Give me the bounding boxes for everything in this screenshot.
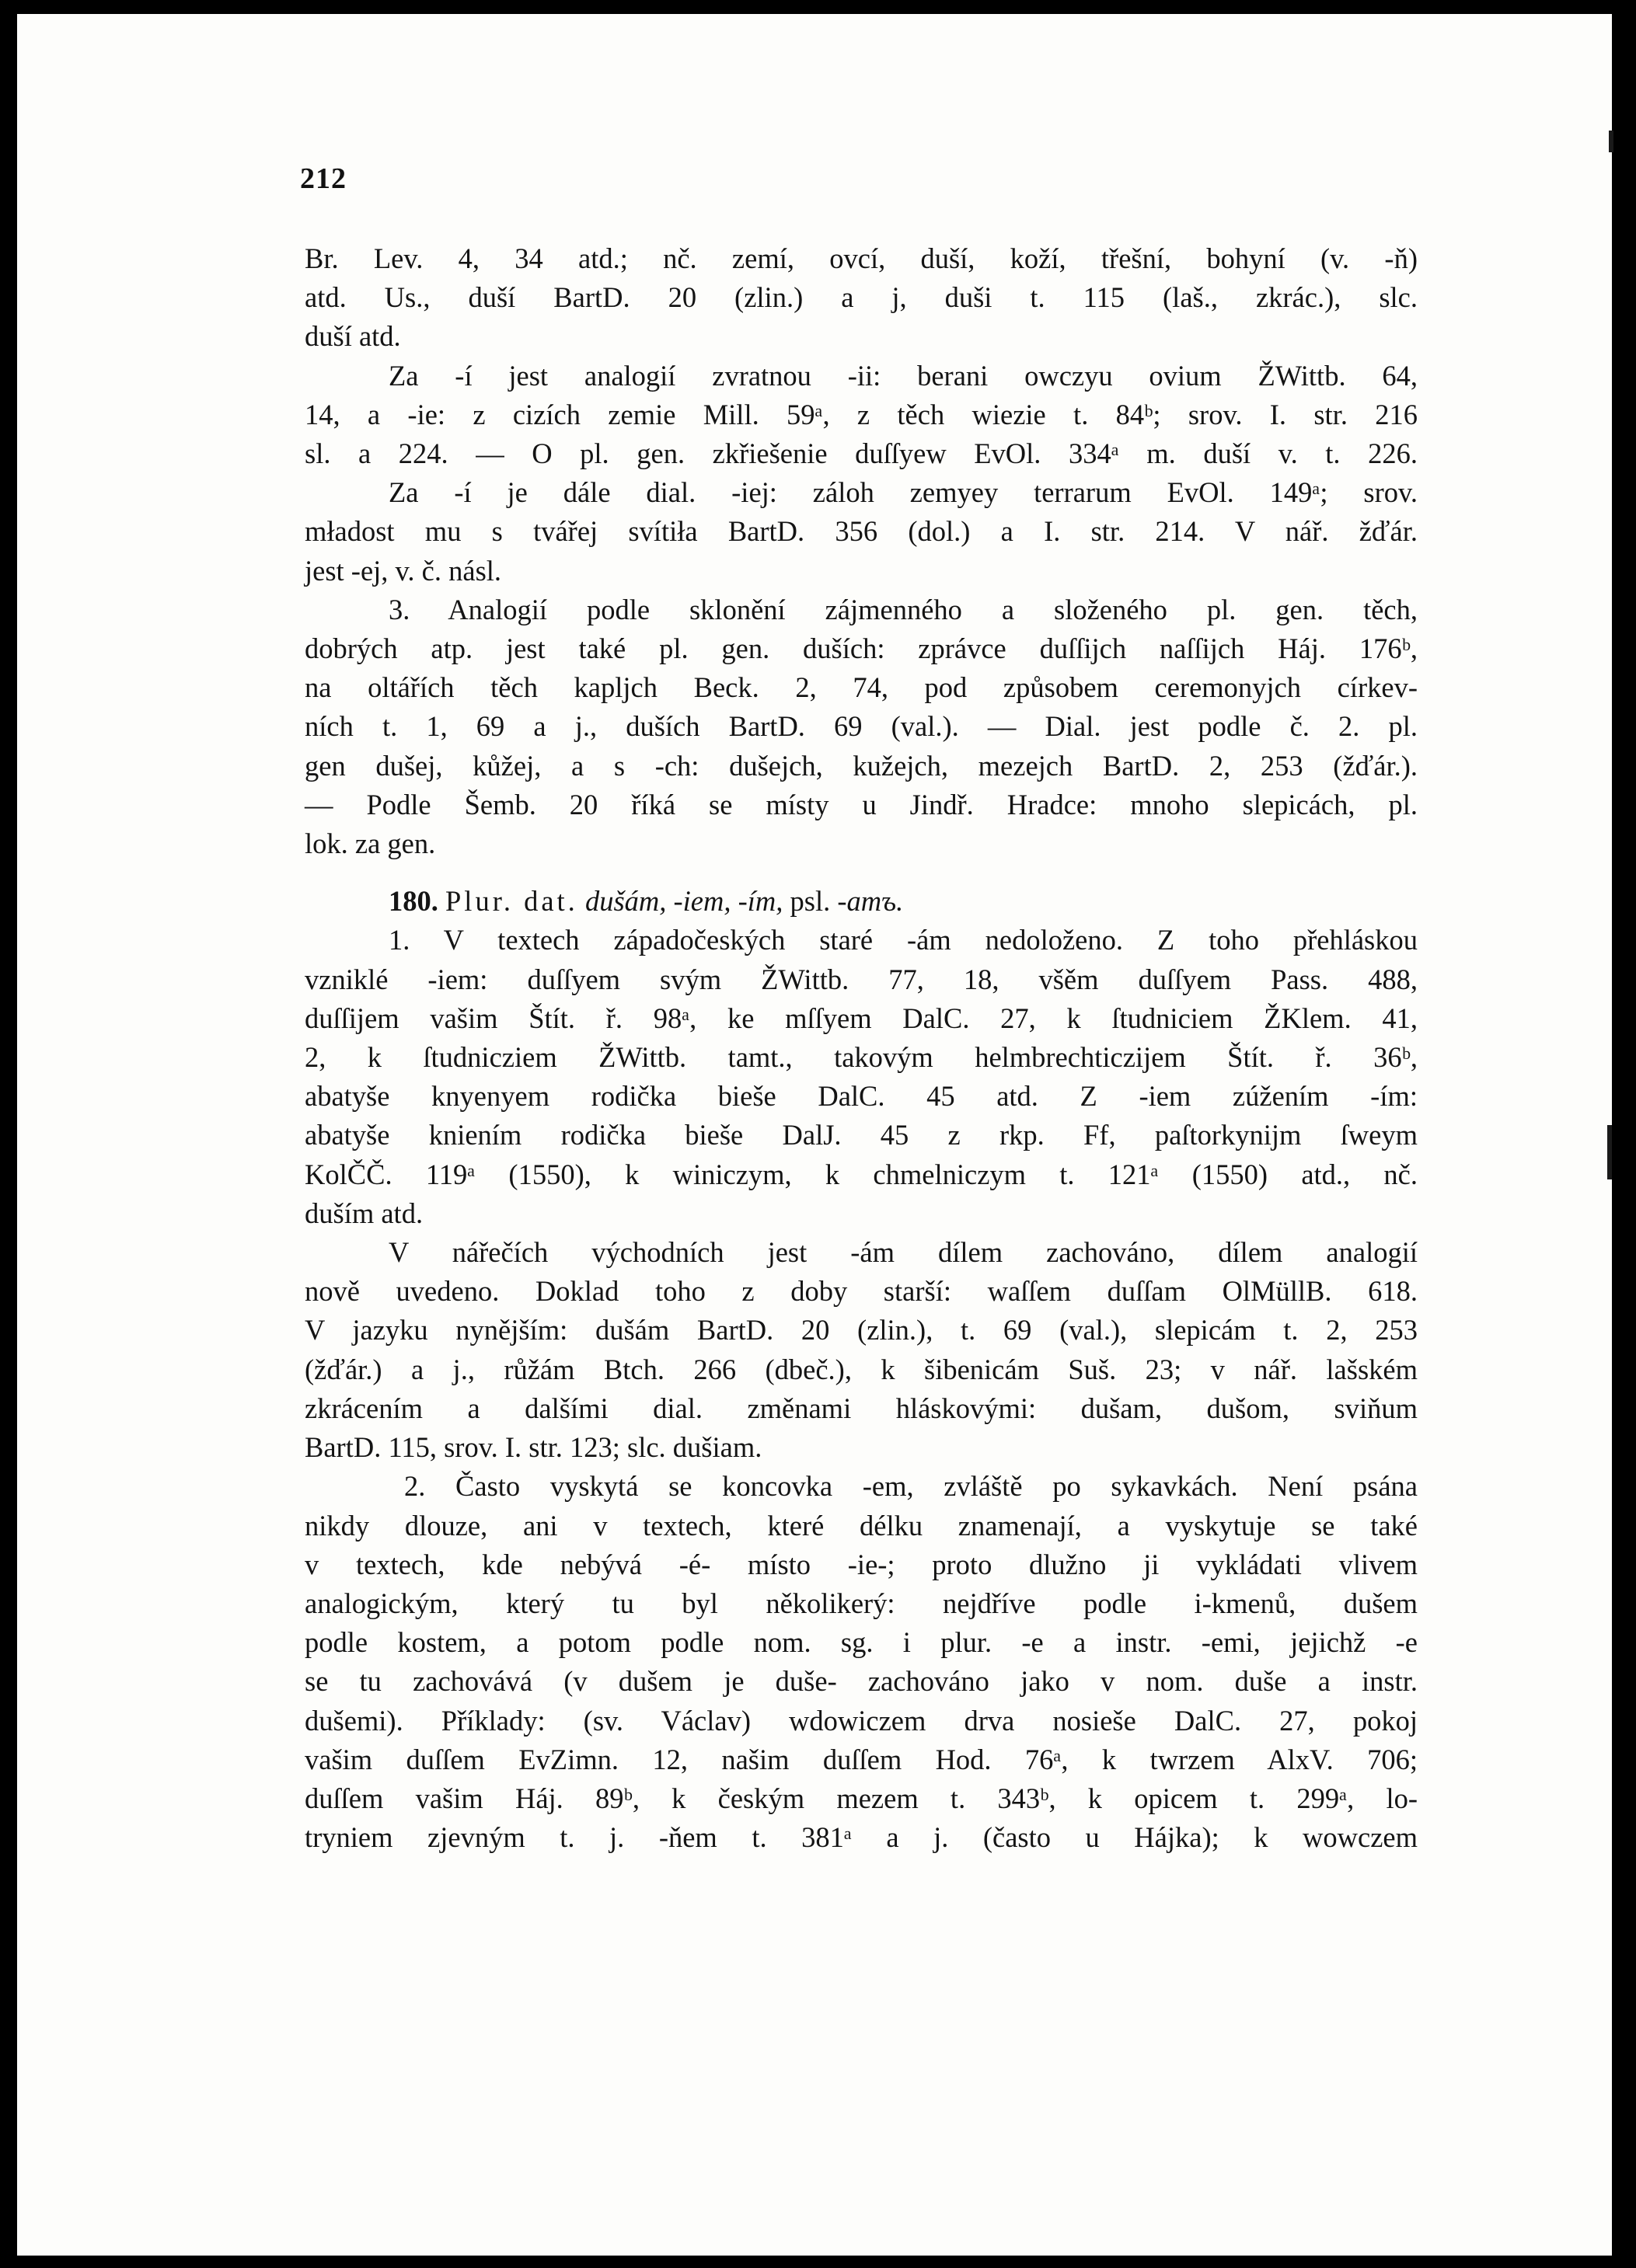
text-line: Za -í je dále dial. -iej: záloh zemyey terrarum EvOl. 149ᵃ; srov. (389, 476, 1418, 509)
text-line: tryniem zjevným t. j. -ňem t. 381ᵃ a j. (často u Hájka); k wowczem (305, 1821, 1418, 1854)
text-line: vašim duſſem EvZimn. 12, našim duſſem Hod. 76ᵃ, k twrzem AlxV. 706; (305, 1743, 1418, 1775)
text-line: duší atd. (305, 320, 401, 353)
section-title: Plur. dat. (445, 885, 578, 918)
text-line: v textech, kde nebývá -é- místo -ie-; proto dlužno ji vykládati vlivem (305, 1548, 1418, 1580)
section-spacer (305, 863, 1418, 882)
text-line: se tu zachovává (v dušem je duše- zachováno jako v nom. duše a instr. (305, 1665, 1418, 1698)
text-line: Br. Lev. 4, 34 atd.; nč. zemí, ovcí, duší, koží, třešní, bohyní (v. -ň) (305, 242, 1418, 274)
text-line: — Podle Šemb. 20 říká se místy u Jindř. Hradce: mnoho slepicách, pl. (305, 788, 1418, 820)
text-line: (žďár.) a j., růžám Btch. 266 (dbeč.), k šibenicám Suš. 23; v nář. lašském (305, 1353, 1418, 1385)
text-line: sl. a 224. — O pl. gen. zkřiešenie duſſyew EvOl. 334ᵃ m. duší v. t. 226. (305, 437, 1418, 470)
section-number: 180. (389, 885, 438, 918)
text-line: analogickým, který tu byl několikerý: nejdříve podle i-kmenů, dušem (305, 1587, 1418, 1619)
text-line: jest -ej, v. č. násl. (305, 554, 502, 587)
section-heading (305, 882, 1418, 921)
body-text (305, 239, 1418, 1857)
section-psl-label: psl. (790, 885, 831, 918)
text-line: na oltářích těch kapljch Beck. 2, 74, pod způsobem ceremonyjch církev- (305, 671, 1418, 704)
text-line: podle kostem, a potom podle nom. sg. i plur. -e a instr. -emi, jejichž -e (305, 1626, 1418, 1659)
text-line: BartD. 115, srov. I. str. 123; slc. dušiam. (305, 1431, 762, 1464)
text-line: duſſijem vašim Štít. ř. 98ᵃ, ke mſſyem DalC. 27, k ſtudniciem ŽKlem. 41, (305, 1002, 1418, 1034)
text-line: atd. Us., duší BartD. 20 (zlin.) a j, duši t. 115 (laš., zkrác.), slc. (305, 281, 1418, 314)
text-line: gen dušej, kůžej, a s -ch: dušejch, kužejch, mezejch BartD. 2, 253 (žďár.). (305, 749, 1418, 782)
text-line: duſſem vašim Háj. 89ᵇ, k českým mezem t. 343ᵇ, k opicem t. 299ᵃ, lo- (305, 1782, 1418, 1814)
text-line: V jazyku nynějším: dušám BartD. 20 (zlin.), t. 69 (val.), slepicám t. 2, 253 (305, 1314, 1418, 1347)
text-line: vzniklé -iem: duſſyem svým ŽWittb. 77, 18, všěm duſſyem Pass. 488, (305, 963, 1418, 995)
text-line: 2, k ſtudnicziem ŽWittb. tamt., takovým helmbrechticzijem Štít. ř. 36ᵇ, (305, 1041, 1418, 1074)
edge-mark (1607, 1125, 1612, 1179)
text-line: ních t. 1, 69 a j., duších BartD. 69 (val.). — Dial. jest podle č. 2. pl. (305, 710, 1418, 743)
text-line: abatyše kniením rodička bieše DalJ. 45 z rkp. Ff, paſtorkynijm ſweym (305, 1119, 1418, 1151)
text-line: 1. V textech západočeských staré -ám nedoloženo. Z toho přehláskou (389, 924, 1418, 956)
text-line: 3. Analogií podle sklonění zájmenného a složeného pl. gen. těch, (389, 593, 1418, 625)
text-line: nově uvedeno. Doklad toho z doby starší: waſſem duſſam OlMüllB. 618. (305, 1275, 1418, 1308)
text-line: mładost mu s tvářej svítiła BartD. 356 (dol.) a I. str. 214. V nář. žďár. (305, 515, 1418, 548)
text-line: abatyše knyenyem rodička bieše DalC. 45 atd. Z -iem zúžením -ím: (305, 1080, 1418, 1113)
text-line: 14, a -ie: z cizích zemie Mill. 59ᵃ, z těch wiezie t. 84ᵇ; srov. I. str. 216 (305, 398, 1418, 430)
text-line: lok. za gen. (305, 827, 436, 860)
section-psl-form: -amъ. (837, 885, 904, 918)
text-line: 2. Často vyskytá se koncovka -em, zvláště po sykavkách. Není psána (404, 1470, 1418, 1503)
text-line: Za -í jest analogií zvratnou -ii: berani owczyu ovium ŽWittb. 64, (389, 359, 1418, 392)
text-line: V nářečích východních jest -ám dílem zachováno, dílem analogií (389, 1236, 1418, 1269)
edge-mark (1609, 131, 1613, 152)
page-number: 212 (300, 162, 347, 195)
text-line: dušemi). Příklady: (sv. Václav) wdowiczem drva nosieše DalC. 27, pokoj (305, 1704, 1418, 1737)
text-line: zkrácením a dalšími dial. změnami hláskovými: dušam, dušom, sviňum (305, 1392, 1418, 1424)
text-line: duším atd. (305, 1197, 424, 1229)
section-forms: dušám, -iem, -ím, (584, 885, 783, 918)
text-line: KolČČ. 119ᵃ (1550), k winiczym, k chmelniczym t. 121ᵃ (1550) atd., nč. (305, 1158, 1418, 1190)
text-line: nikdy dlouze, ani v textech, které délku znamenají, a vyskytuje se také (305, 1509, 1418, 1542)
text-line: dobrých atp. jest také pl. gen. duších: zprávce duſſijch naſſijch Háj. 176ᵇ, (305, 632, 1418, 665)
